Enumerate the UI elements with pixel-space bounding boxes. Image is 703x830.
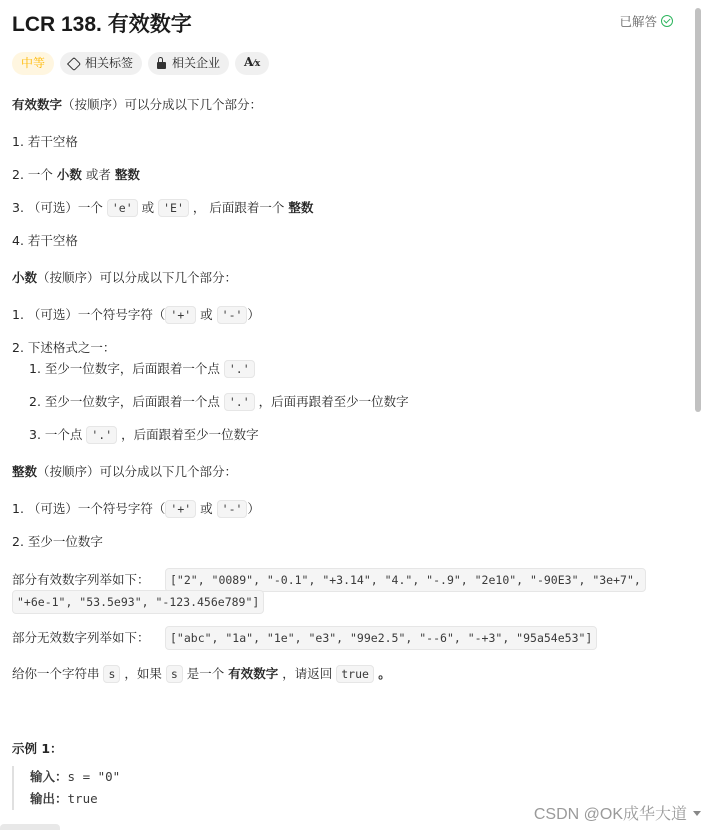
- scroll-down-arrow-icon[interactable]: [693, 811, 701, 816]
- scrollbar-thumb[interactable]: [695, 8, 701, 412]
- intro-line: 有效数字（按顺序）可以分成以下几个部分：: [12, 97, 263, 112]
- list-item: 2. 下述格式之一：: [12, 340, 116, 355]
- related-companies-label: 相关企业: [172, 56, 221, 70]
- difficulty-label: 中等: [21, 56, 46, 70]
- list-item: 3. 一个点 '.' ，后面跟着至少一位数字: [29, 427, 259, 442]
- list-item: 1. （可选）一个符号字符（ '+' 或 '-' ）: [12, 501, 260, 516]
- input-label: 输入：: [30, 769, 68, 784]
- list-item: 2. 一个 小数 或者 整数: [12, 167, 140, 182]
- list-item: 1. （可选）一个符号字符（ '+' 或 '-' ）: [12, 307, 260, 322]
- example-block: [12, 766, 120, 810]
- tag-icon: [67, 56, 81, 70]
- problem-title: LCR 138. 有效数字: [12, 13, 192, 36]
- integer-heading: 整数（按顺序）可以分成以下几个部分：: [12, 464, 238, 479]
- bottom-edge-element: [0, 824, 60, 830]
- list-item: 3. （可选）一个 'e' 或 'E' ， 后面跟着一个 整数: [12, 200, 314, 215]
- list-item: 2. 至少一位数字: [12, 534, 103, 549]
- translate-button[interactable]: [235, 52, 269, 75]
- list-item: 1. 若干空格: [12, 134, 78, 149]
- related-tags-button[interactable]: [60, 52, 142, 75]
- task-statement: 给你一个字符串 s ，如果 s 是一个 有效数字 ，请返回 true 。: [12, 666, 391, 681]
- related-companies-button[interactable]: [148, 52, 229, 75]
- check-circle-icon: [661, 15, 673, 27]
- lock-icon: [157, 62, 166, 69]
- related-tags-label: 相关标签: [85, 56, 134, 70]
- example-heading: 示例 1：: [12, 741, 63, 756]
- solved-status: [619, 12, 673, 30]
- difficulty-badge: [12, 52, 54, 75]
- list-item: 2. 至少一位数字，后面跟着一个点 '.' ，后面再跟着至少一位数字: [29, 394, 409, 409]
- output-label: 输出：: [30, 791, 68, 806]
- invalid-examples-label: 部分无效数字列举如下：: [12, 630, 150, 645]
- list-item: 1. 至少一位数字，后面跟着一个点 '.': [29, 359, 255, 377]
- decimal-heading: 小数（按顺序）可以分成以下几个部分：: [12, 270, 238, 285]
- input-value: s = "0": [67, 769, 121, 784]
- list-item: 4. 若干空格: [12, 233, 78, 248]
- valid-examples-code: ["2", "0089", "-0.1", "+3.14", "4.", "-.9", "2e10", "-90E3", "3e+7",: [165, 568, 646, 592]
- valid-examples-label: 部分有效数字列举如下：: [12, 572, 150, 587]
- invalid-examples-code: ["abc", "1a", "1e", "e3", "99e2.5", "--6", "-+3", "95a54e53"]: [165, 626, 597, 650]
- solved-label: 已解答: [619, 14, 657, 29]
- translate-icon: A⁄x: [244, 55, 261, 69]
- watermark: CSDN @OK成华大道: [533, 806, 687, 823]
- valid-examples-code-cont: "+6e-1", "53.5e93", "-123.456e789"]: [12, 590, 264, 614]
- output-value: true: [67, 791, 98, 806]
- tag-bar: [12, 52, 269, 75]
